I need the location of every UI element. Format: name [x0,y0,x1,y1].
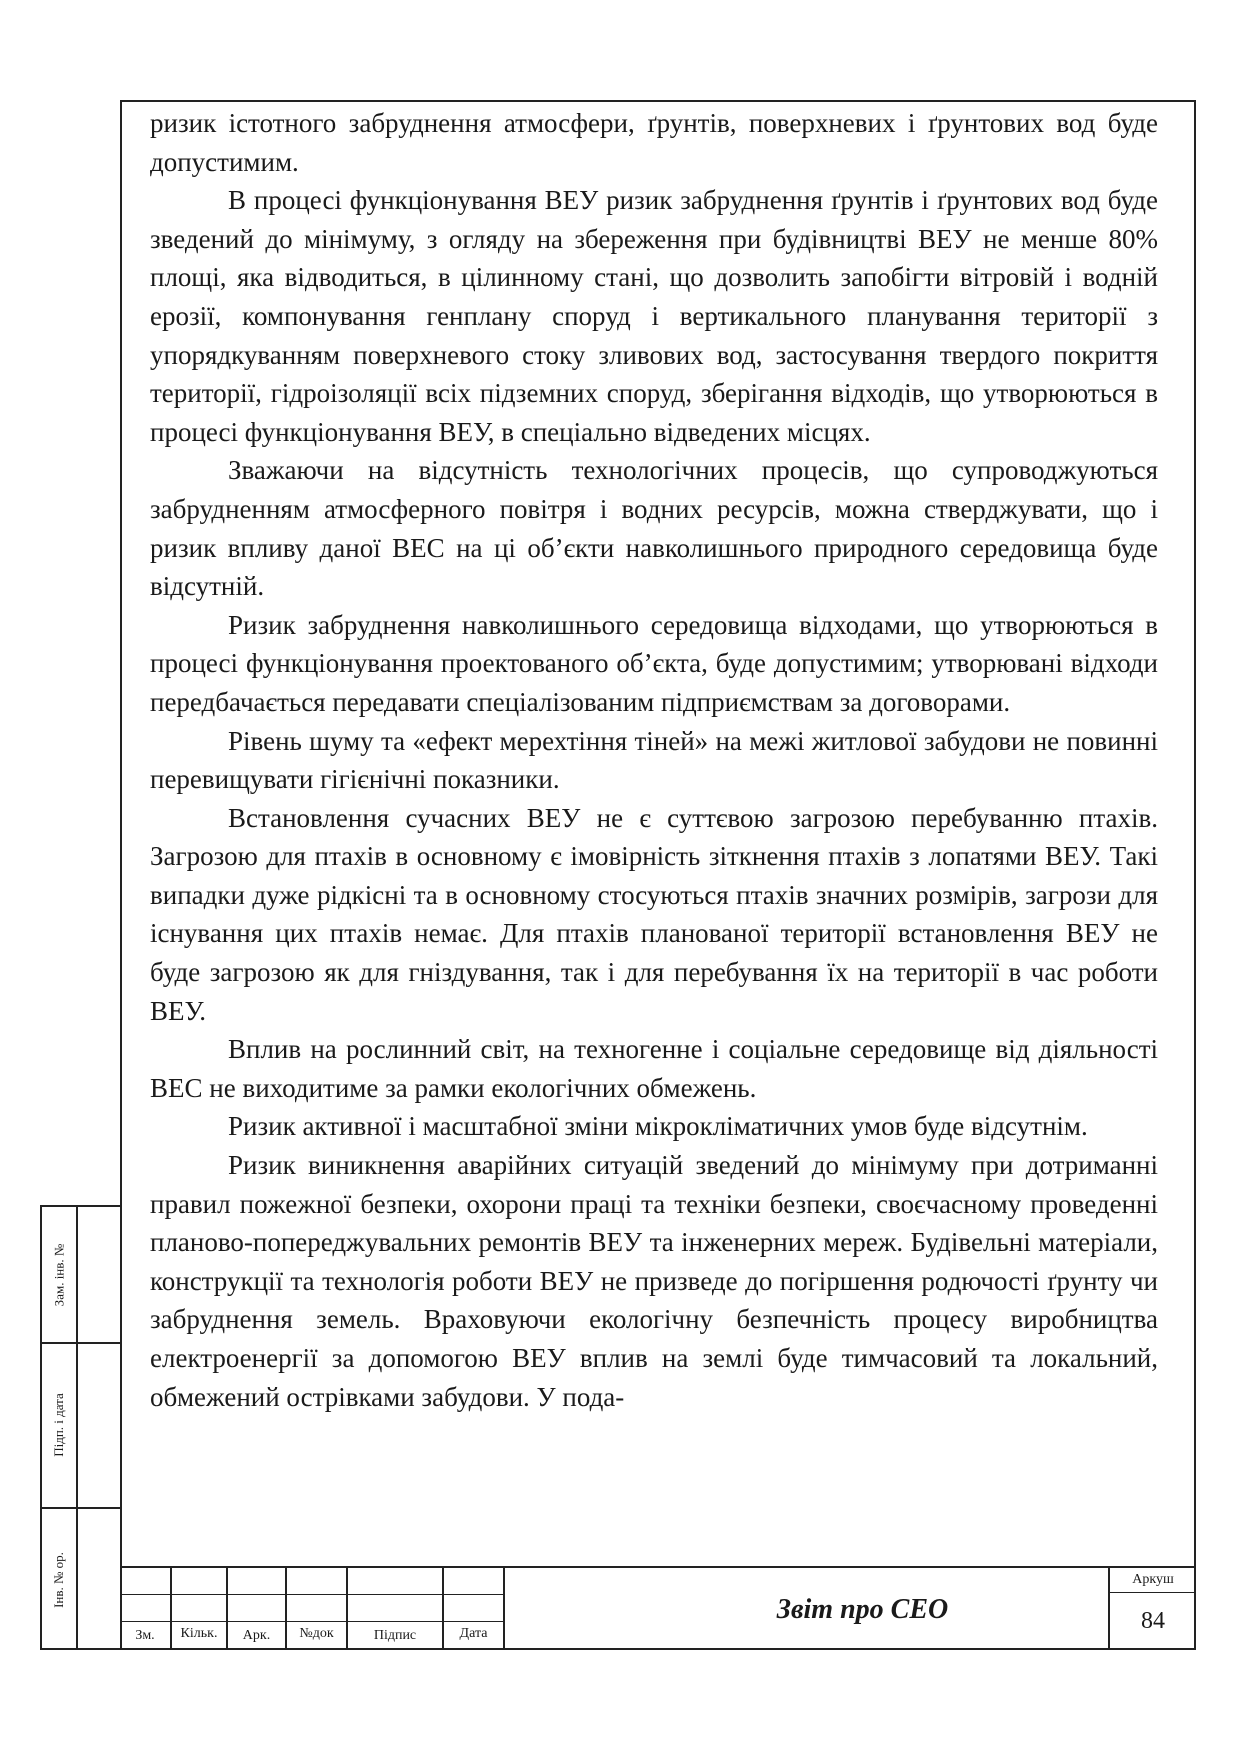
paragraph: Вплив на рослинний світ, на техногенне і соціальне середовище від діяльності ВЕС не виходитиме за рамки екологічних обмежень. [150,1034,1158,1103]
title-block [120,1566,1196,1650]
stamp-label: Інв. № ор. [51,1551,67,1608]
column-label: №док [299,1626,334,1641]
side-stamp [40,1205,120,1650]
paragraph: Зважаючи на відсутність технологічних процесів, що супроводжуються забрудненням атмосферного повітря і водних ресурсів, можна стверджувати, що і ризик впливу даної ВЕС на ці об’єкти навколишнього природного середовища буде відсутній. [150,455,1158,602]
column-label: Кільк. [180,1626,218,1641]
sheet-label: Аркуш [1110,1568,1196,1593]
stamp-label: Підп. і дата [51,1392,66,1457]
stamp-label: Зам. інв. № [51,1243,66,1306]
paragraph: Рівень шуму та «ефект мерехтіння тіней» на межі житлової забудови не повинні перевищувати гігієнічні показники. [150,725,1158,795]
paragraph: В процесі функціонування ВЕУ ризик забруднення ґрунтів і ґрунтових вод буде зведений до мінімуму, з огляду на збереження при будівництві ВЕУ не менше 80% площі, яка відводиться, в цілинному стані, що дозволить запобігти вітровій і водній ерозії, компонування генплану споруд і вертикального планування території з упорядкуванням поверхневого стоку зливових вод, застосування твердого покриття території, гідроізоляції всіх підземних споруд, зберігання відходів, що утворюються в процесі функціонування ВЕУ, в спеціально відведених місцях. [150,185,1158,447]
paragraph: Встановлення сучасних ВЕУ не є суттєвою загрозою перебуванню птахів. Загрозою для птахів в основному є імовірність зіткнення птахів з лопатями ВЕУ. Такі випадки дуже рідкісні та в основному стосуються птахів значних розмірів, загрози для існування цих птахів немає. Для птахів планованої території встановлення ВЕУ не буде загрозою як для гніздування, так і для перебування їх на території в час роботи ВЕУ. [150,802,1158,1026]
stamp-cell-zam-inv [42,1207,76,1342]
column-label: Зм. [135,1628,155,1643]
column-label: Підпис [373,1628,417,1643]
paragraph: Ризик забруднення навколишнього середовища відходами, що утворюються в процесі функціонування проектованого об’єкта, буде допустимим; утворювані відходи передбачається передавати спеціалізованим підприємствам за договорами. [150,609,1158,717]
paragraph: Ризик виникнення аварійних ситуацій зведений до мінімуму при дотриманні правил пожежної безпеки, охорони праці та техніки безпеки, своєчасному проведенні планово-попереджувальних ремонтів ВЕУ та інженерних мереж. Будівельні матеріали, конструкції та технологія роботи ВЕУ не призведе до погіршення родючості ґрунту чи забруднення земель. Враховуючи екологічну безпечність процесу виробництва електроенергії за допомогою ВЕУ вплив на землі буде тимчасовий та локальний, обмежений острівками забудови. У пода- [150,1150,1158,1412]
paragraph: Ризик активної і масштабної зміни мікрокліматичних умов буде відсутнім. [228,1111,1088,1142]
stamp-cell-inv-orig [42,1507,76,1652]
document-body [150,104,1158,1416]
column-label: Арк. [242,1628,271,1643]
page-number: 84 [1141,1608,1165,1634]
paragraph: ризик істотного забруднення атмосфери, ґрунтів, поверхневих і ґрунтових вод буде допустимим. [150,108,1158,177]
stamp-cell-signature-date [42,1342,76,1507]
document-title: Звіт про СЕО [776,1594,949,1625]
sheet-cell [1110,1568,1196,1652]
column-label: Дата [459,1626,488,1641]
stamp-divider [76,1207,78,1648]
